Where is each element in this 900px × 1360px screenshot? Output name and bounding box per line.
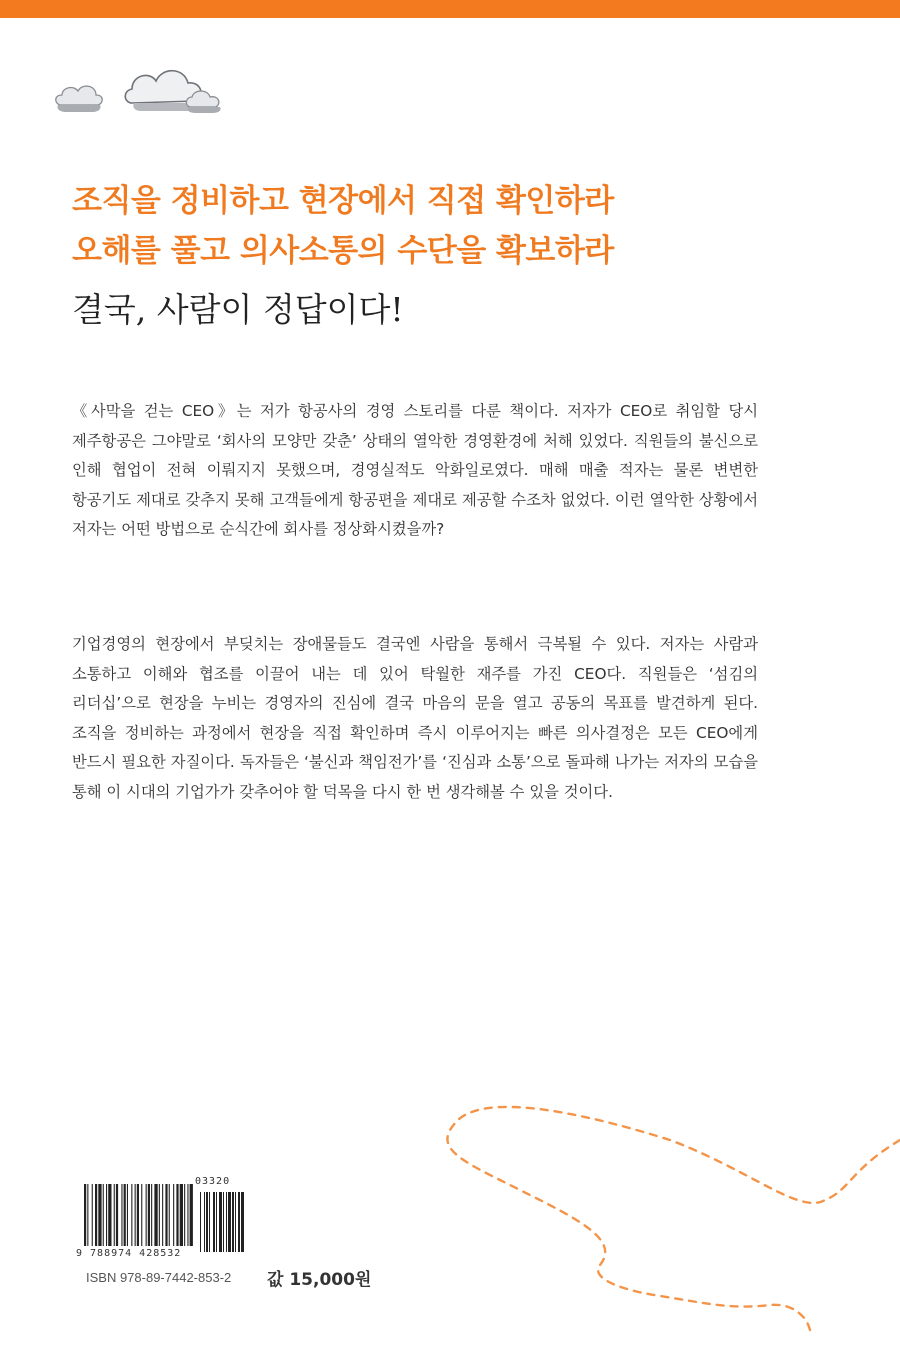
barcode-digits: 9 788974 428532: [76, 1248, 182, 1259]
headline: [72, 176, 852, 276]
top-orange-band: [0, 0, 900, 18]
tagline: 결국, 사람이 정답이다!: [72, 290, 404, 329]
cloud-icon: [56, 86, 103, 112]
dashed-flight-path: [430, 1100, 900, 1350]
isbn-number: ISBN 978-89-7442-853-2: [86, 1270, 232, 1285]
description-paragraph-1: 《사막을 걷는 CEO》는 저가 항공사의 경영 스토리를 다룬 책이다. 저자가 CEO로 취임할 당시 제주항공은 그야말로 ‘회사의 모양만 갖춘’ 상태의 열악한 경영환경에 처해 있었다. 직원들의 불신으로 인해 협업이 전혀 이뤄지지 못했으며, 경영실적도 악화일로였다. 매해 매출 적자는 물론 변변한 항공기도 제대로 갖추지 못해 고객들에게 항공편을 제대로 제공할 수조차 없었다. 이런 열악한 상황에서 저자는 어떤 방법으로 순식간에 회사를 정상화시켰을까?: [72, 402, 758, 539]
headline-line-2: 오해를 풀고 의사소통의 수단을 확보하라: [72, 233, 614, 269]
description-paragraph-2: 기업경영의 현장에서 부딪치는 장애물들도 결국엔 사람을 통해서 극복될 수 있다. 저자는 사람과 소통하고 이해와 협조를 이끌어 내는 데 있어 탁월한 재주를 가진 CEO다. 직원들은 ‘섬김의 리더십’으로 현장을 누비는 경영자의 진심에 결국 마음의 문을 열고 공동의 목표를 발견하게 된다. 조직을 정비하는 과정에서 현장을 직접 확인하며 즉시 이루어지는 빠른 의사결정은 모든 CEO에게 반드시 필요한 자질이다. 독자들은 ‘불신과 책임전가’를 ‘진심과 소통’으로 돌파해 나가는 저자의 모습을 통해 이 시대의 기업가가 갖추어야 할 덕목을 다시 한 번 생각해볼 수 있을 것이다.: [72, 635, 758, 801]
barcode-addon-digits: 03320: [195, 1176, 231, 1187]
headline-line-1: 조직을 정비하고 현장에서 직접 확인하라: [72, 183, 614, 219]
clouds-illustration: [50, 45, 240, 125]
price: 값 15,000원: [267, 1270, 372, 1290]
